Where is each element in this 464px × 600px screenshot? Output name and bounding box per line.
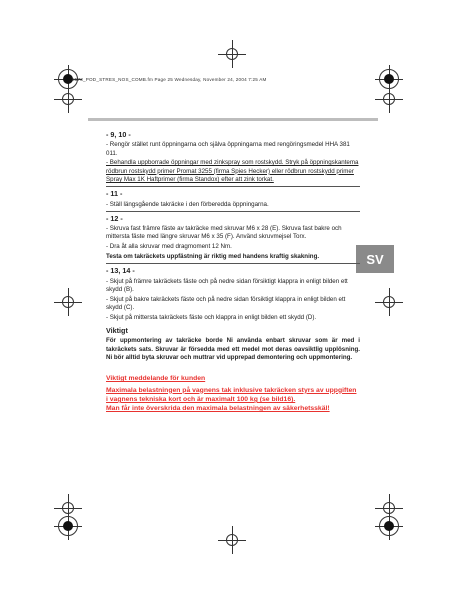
section-divider <box>106 186 360 187</box>
paragraph: - Ställ längsgående takräcke i den förberedda öppningarna. <box>106 200 269 208</box>
section-divider <box>106 263 360 264</box>
section-9-10 <box>106 131 360 184</box>
section-12 <box>106 215 360 261</box>
section-title: - 9, 10 - <box>106 130 131 139</box>
customer-notice-load-limit: Maximala belastningen på vagnens tak inklusive takräcken styrs av uppgiften i vagnens tekniska kort och är maximalt 100 kg (se bild16). <box>106 386 357 403</box>
paragraph: - Rengör stället runt öppningarna och själva öppningarna med rengöringsmedel HHA 381 011. <box>106 141 350 157</box>
customer-notice-warning: Man får inte överskrida den maximala belastningen av säkerhetsskäl! <box>106 405 330 413</box>
important-text: För uppmontering av takräcke borde Ni använda enbart skruvar som är med i takräckets sats. Skruvar är försedda med ett medel mot deras oavsiktlig upplösning. Ni bör alltid byta skruvar och muttrar vid upprepad demontering och uppmontering. <box>106 337 360 362</box>
print-header-line: 8573_POD_STRES_NOS_COMB.fm Page 25 Wednesday, November 24, 2004 7:25 AM <box>72 77 267 82</box>
paragraph: - Skjut på bakre takräckets fäste och på nedre sidan försiktigt klappra in enligt bilden ett skydd (C). <box>106 295 346 312</box>
section-divider <box>106 211 360 212</box>
important-note <box>106 327 360 362</box>
paragraph: - Skjut på främre takräckets fäste och på nedre sidan försiktigt klappra in enligt bilden ett skydd (B). <box>106 277 348 293</box>
paragraph: - Skjut på mittersta takräckets fäste och klappra in enligt bilden ett skydd (D). <box>106 313 317 321</box>
section-title: - 12 - <box>106 213 123 223</box>
paragraph-bold: Testa om takräckets uppfästning är riktig med handens kraftig skakning. <box>106 253 320 261</box>
section-13-14 <box>106 267 360 322</box>
important-title: Viktigt <box>106 326 128 336</box>
customer-notice <box>106 374 360 413</box>
paragraph: - Skruva fast främre fäste av takräcke med skruvar M6 x 28 (E). Skruva fast bakre och mittersta fäste med längre skruvar M6 x 35 (F). Använd skruvmejsel Torx. <box>106 225 342 241</box>
section-11 <box>106 190 360 209</box>
top-rule <box>88 118 378 121</box>
page-content <box>106 128 360 414</box>
customer-notice-title: Viktigt meddelande för kunden <box>106 375 206 383</box>
language-tab: SV <box>356 245 394 273</box>
paragraph: - Dra åt alla skruvar med dragmoment 12 Nm. <box>106 243 232 251</box>
paragraph-underlined: - Behandla uppborrade öppningar med zinkspray som rostskydd. Stryk på öppningskantema rödbrun rostskydd primer Promat 3255 (firma Spies Hecker) eller rödbrun rostskydd primer Spray Max 1K Haftprimer (firma Standox) efter att zink torkat. <box>106 159 359 183</box>
section-title: - 11 - <box>106 189 123 199</box>
section-title: - 13, 14 - <box>106 266 135 276</box>
